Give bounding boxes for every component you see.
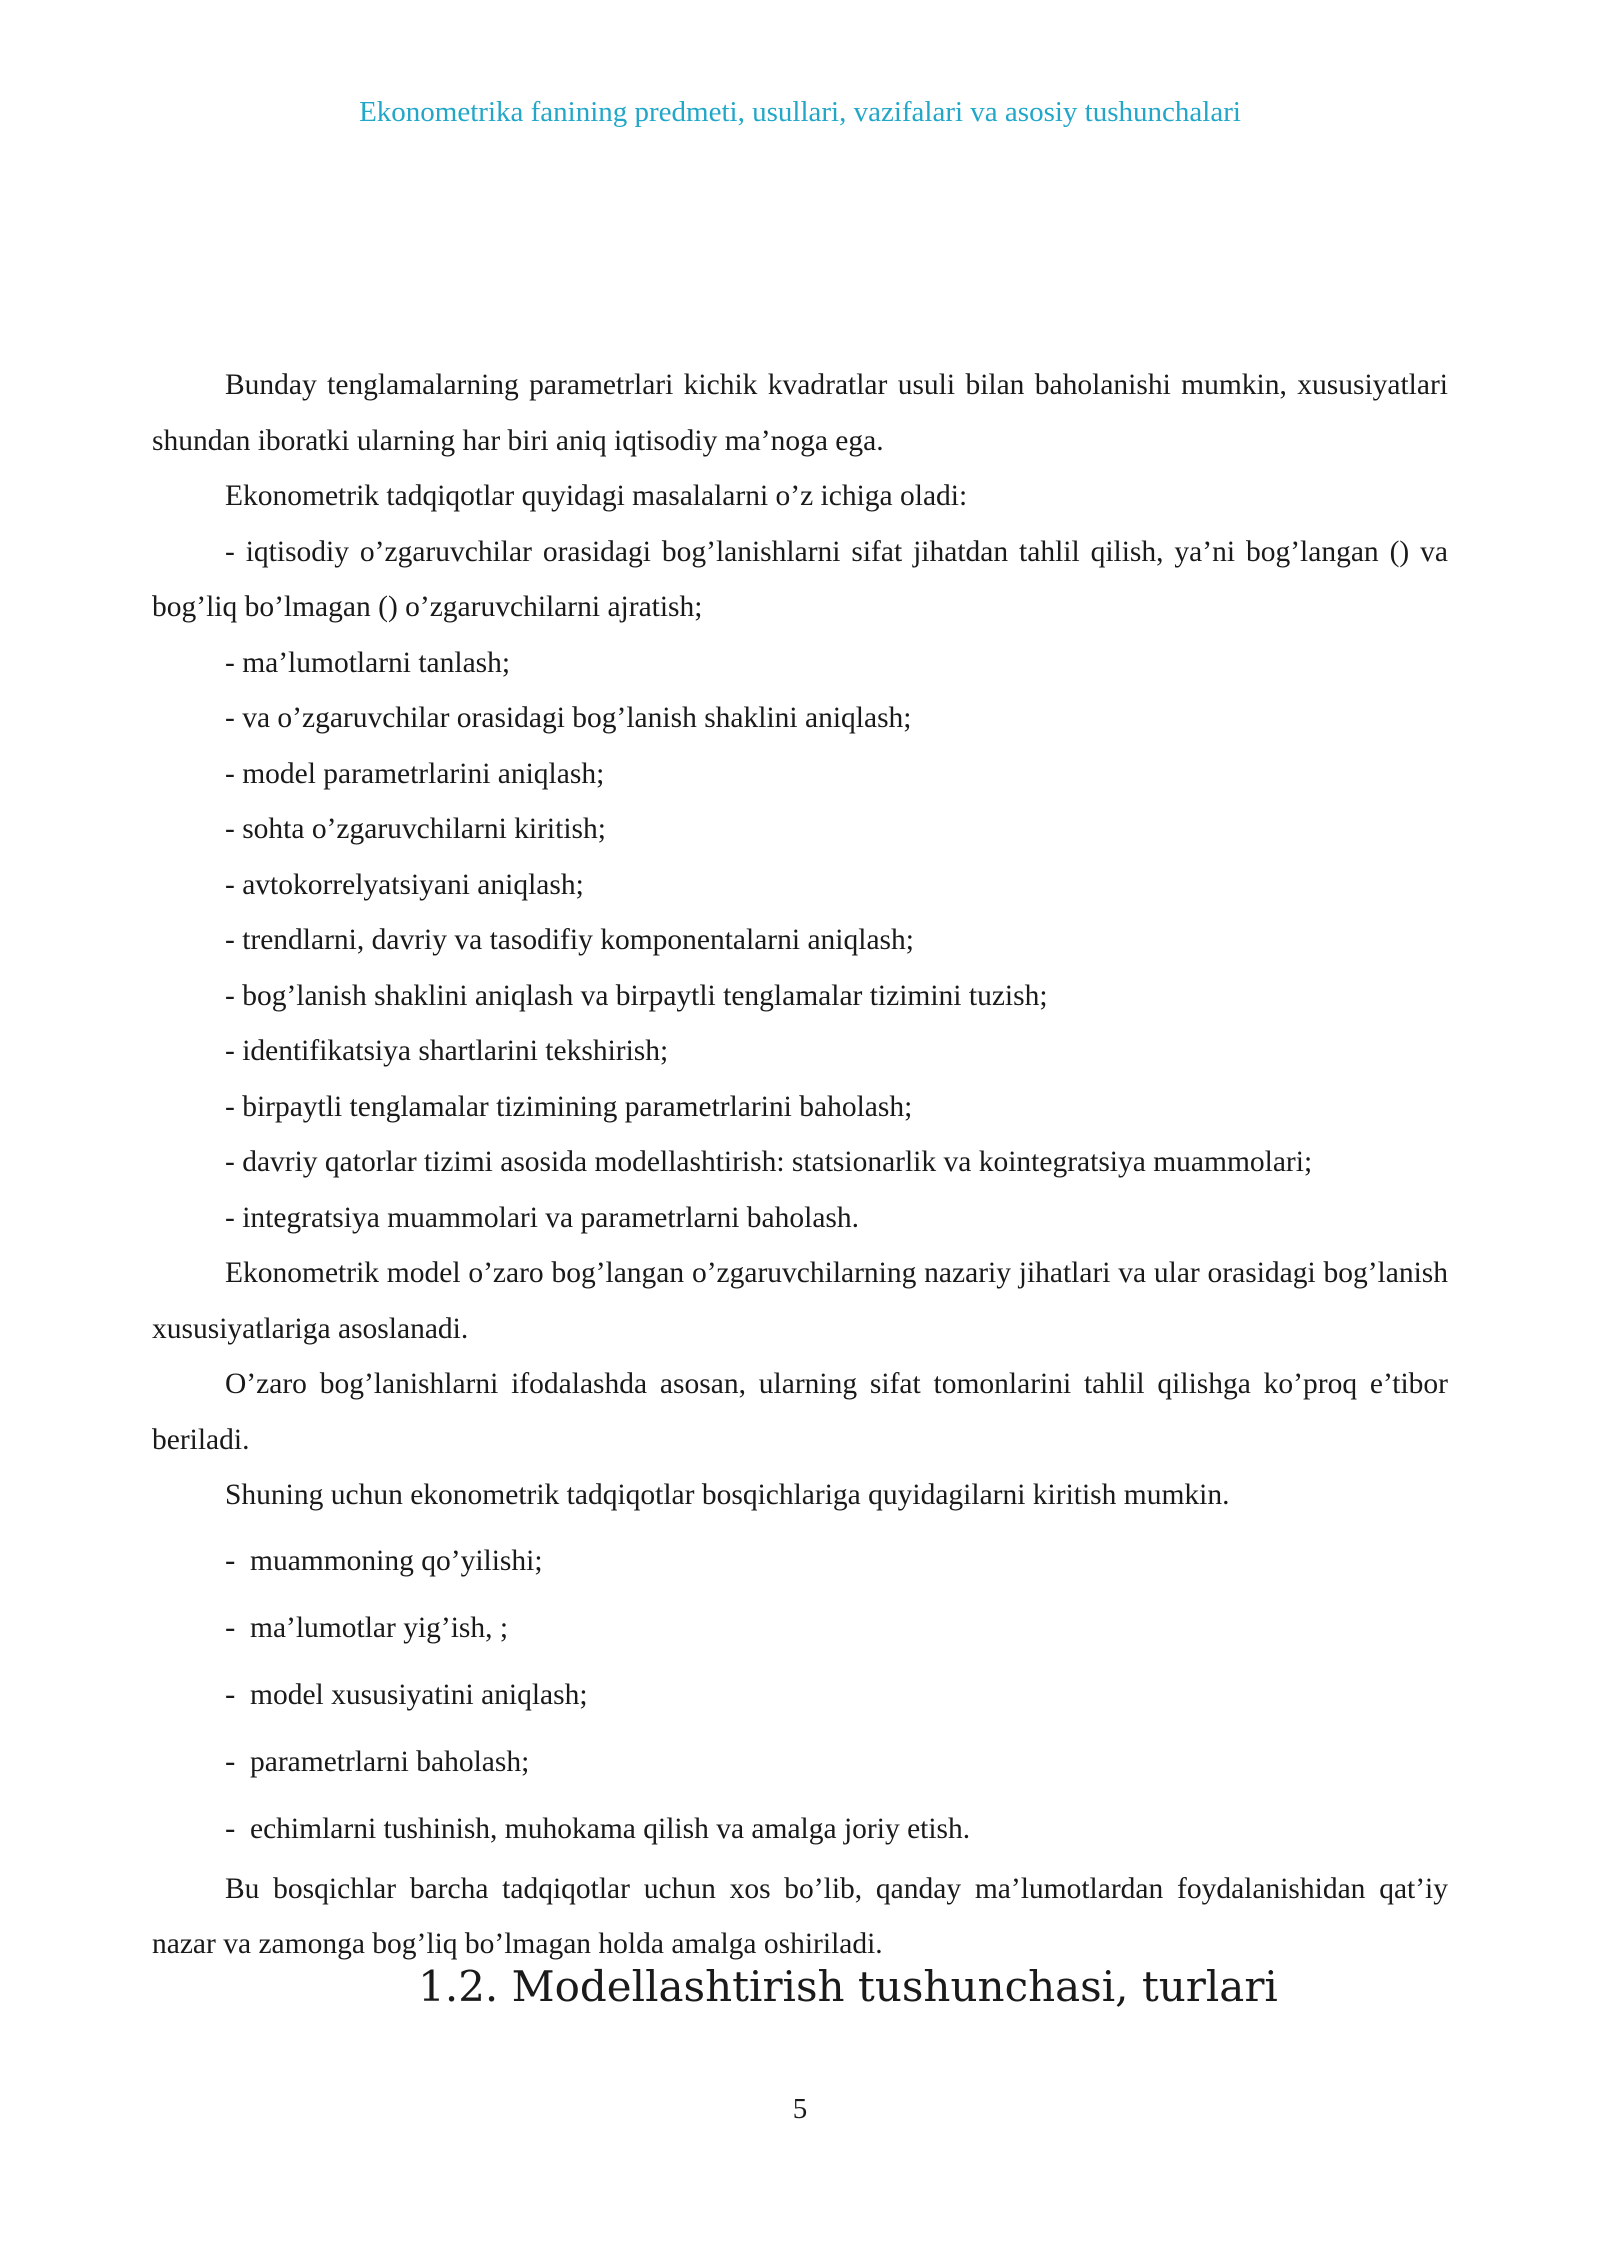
list-item: - model parametrlarini aniqlash; [225, 757, 605, 790]
list-item: - sohta o’zgaruvchilarni kiritish; [225, 813, 606, 845]
list-item [152, 1527, 1448, 1594]
list-item-text: parametrlarni baholash; [250, 1745, 530, 1778]
list-item-text: ma’lumotlar yig’ish, ; [250, 1611, 509, 1644]
dash-bullet: - [225, 1742, 236, 1778]
dash-bullet: - [225, 1809, 236, 1845]
list-item: - identifikatsiya shartlarini tekshirish; [225, 1035, 669, 1067]
list-item: - avtokorrelyatsiyani aniqlash; [225, 868, 584, 901]
paragraph-stages-intro: Shuning uchun ekonometrik tadqiqotlar bosqichlariga quyidagilarni kiritish mumkin. [225, 1479, 1230, 1511]
list-item [152, 1795, 1448, 1862]
list-item: - trendlarni, davriy va tasodifiy komponentalarni aniqlash; [225, 924, 914, 956]
paragraph-model-basis: Ekonometrik model o’zaro bog’langan o’zgaruvchilarning nazariy jihatlari va ular orasidagi bog’lanish xususiyatlariga asoslanadi. [152, 1257, 1448, 1345]
list-item-text: muammoning qo’yilishi; [250, 1544, 543, 1577]
paragraph-parameters: Bunday tenglamalarning parametrlari kichik kvadratlar usuli bilan baholanishi mumkin, xususiyatlari shundan iboratki ularning har biri aniq iqtisodiy ma’noga ega. [152, 369, 1448, 457]
list-item: - ma’lumotlarni tanlash; [225, 646, 511, 679]
list-item: - bog’lanish shaklini aniqlash va birpaytli tenglamalar tizimini tuzish; [225, 979, 1048, 1012]
list-item [152, 1728, 1448, 1795]
paragraph-stages-universal: Bu bosqichlar barcha tadqiqotlar uchun xos bo’lib, qanday ma’lumotlardan foydalanishidan qat’iy nazar va zamonga bog’liq bo’lmagan holda amalga oshiriladi. [152, 1872, 1448, 1960]
dash-bullet: - [225, 1608, 236, 1644]
list-item-text: echimlarni tushinish, muhokama qilish va amalga joriy etish. [250, 1812, 971, 1845]
section-heading: 1.2. Modellashtirish tushunchasi, turlari [418, 1962, 1278, 2011]
list-item: - iqtisodiy o’zgaruvchilar orasidagi bog’lanishlarni sifat jihatdan tahlil qilish, ya’ni bog’langan () va bog’liq bo’lmagan () o’zgaruvchilarni ajratish; [152, 535, 1448, 623]
stages-list [152, 1527, 1448, 1862]
list-item [152, 1594, 1448, 1661]
page-body [152, 358, 1448, 1973]
list-item: - integratsiya muammolari va parametrlarni baholash. [225, 1201, 860, 1234]
paragraph-tasks-intro: Ekonometrik tadqiqotlar quyidagi masalalarni o’z ichiga oladi: [225, 480, 968, 512]
list-item: - davriy qatorlar tizimi asosida modellashtirish: statsionarlik va kointegratsiya muammolari; [225, 1146, 1313, 1178]
list-item: - birpaytli tenglamalar tizimining parametrlarini baholash; [225, 1090, 913, 1123]
list-item [152, 1661, 1448, 1728]
list-item: - va o’zgaruvchilar orasidagi bog’lanish shaklini aniqlash; [225, 702, 912, 734]
running-header: Ekonometrika fanining predmeti, usullari, vazifalari va asosiy tushunchalari [359, 96, 1241, 128]
list-item-text: model xususiyatini aniqlash; [250, 1678, 588, 1711]
tasks-list [152, 525, 1448, 1247]
dash-bullet: - [225, 1675, 236, 1711]
paragraph-qualitative-focus: O’zaro bog’lanishlarni ifodalashda asosan, ularning sifat tomonlarini tahlil qilishga ko’proq e’tibor beriladi. [152, 1368, 1448, 1456]
dash-bullet: - [225, 1541, 236, 1577]
page-number: 5 [792, 2093, 808, 2125]
